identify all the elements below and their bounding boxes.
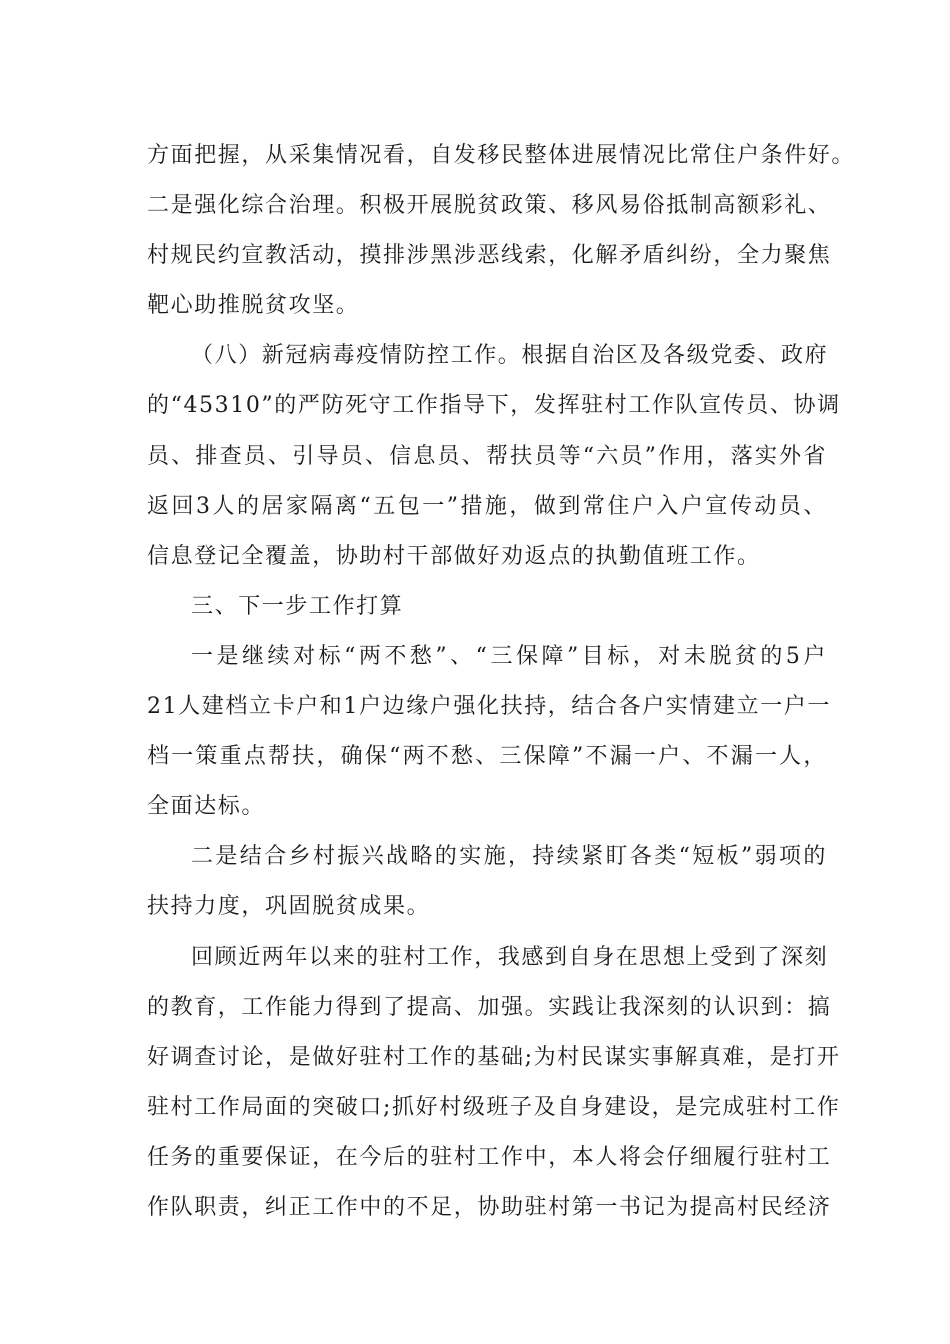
paragraph-line: 驻村工作局面的突破口;抓好村级班子及自身建设，是完成驻村工作 — [147, 1094, 841, 1120]
paragraph-line: 回顾近两年以来的驻村工作，我感到自身在思想上受到了深刻 — [191, 944, 829, 970]
paragraph-line: 方面把握，从采集情况看，自发移民整体进展情况比常住户条件好。 — [147, 143, 856, 168]
section-heading: 三、下一步工作打算 — [191, 593, 404, 619]
paragraph-line: 靶心助推脱贫攻坚。 — [147, 293, 360, 319]
document-body — [147, 131, 856, 1233]
paragraph-line: 二是强化综合治理。积极开展脱贫政策、移风易俗抵制高额彩礼、 — [147, 193, 832, 219]
paragraph-line: 作队职责，纠正工作中的不足，协助驻村第一书记为提高村民经济 — [147, 1194, 832, 1220]
paragraph-line: 村规民约宣教活动，摸排涉黑涉恶线索，化解矛盾纠纷，全力聚焦 — [147, 243, 832, 269]
paragraph-line: 二是结合乡村振兴战略的实施，持续紧盯各类“短板”弱项的 — [191, 844, 827, 870]
paragraph-line: 的“45310”的严防死守工作指导下，发挥驻村工作队宣传员、协调 — [147, 393, 841, 419]
paragraph-line: 的教育，工作能力得到了提高、加强。实践让我深刻的认识到：搞 — [147, 994, 832, 1020]
paragraph-line: 档一策重点帮扶，确保“两不愁、三保障”不漏一户、不漏一人， — [147, 744, 827, 770]
paragraph-line: 21人建档立卡户和1户边缘户强化扶持，结合各户实情建立一户一 — [147, 694, 831, 720]
paragraph-line: 返回3人的居家隔离“五包一”措施，做到常住户入户宣传动员、 — [147, 493, 827, 519]
section-heading-line: （八）新冠病毒疫情防控工作。根据自治区及各级党委、政府 — [191, 343, 829, 369]
paragraph-line: 信息登记全覆盖，协助村干部做好劝返点的执勤值班工作。 — [147, 543, 761, 569]
paragraph-line: 一是继续对标“两不愁”、“三保障”目标，对未脱贫的5户 — [191, 643, 827, 669]
paragraph-line: 任务的重要保证，在今后的驻村工作中，本人将会仔细履行驻村工 — [147, 1144, 832, 1170]
paragraph-line: 全面达标。 — [147, 794, 266, 820]
paragraph-line: 好调查讨论，是做好驻村工作的基础;为村民谋实事解真难，是打开 — [147, 1044, 841, 1070]
paragraph-line: 员、排查员、引导员、信息员、帮扶员等“六员”作用，落实外省 — [147, 443, 827, 469]
paragraph-line: 扶持力度，巩固脱贫成果。 — [147, 894, 431, 920]
